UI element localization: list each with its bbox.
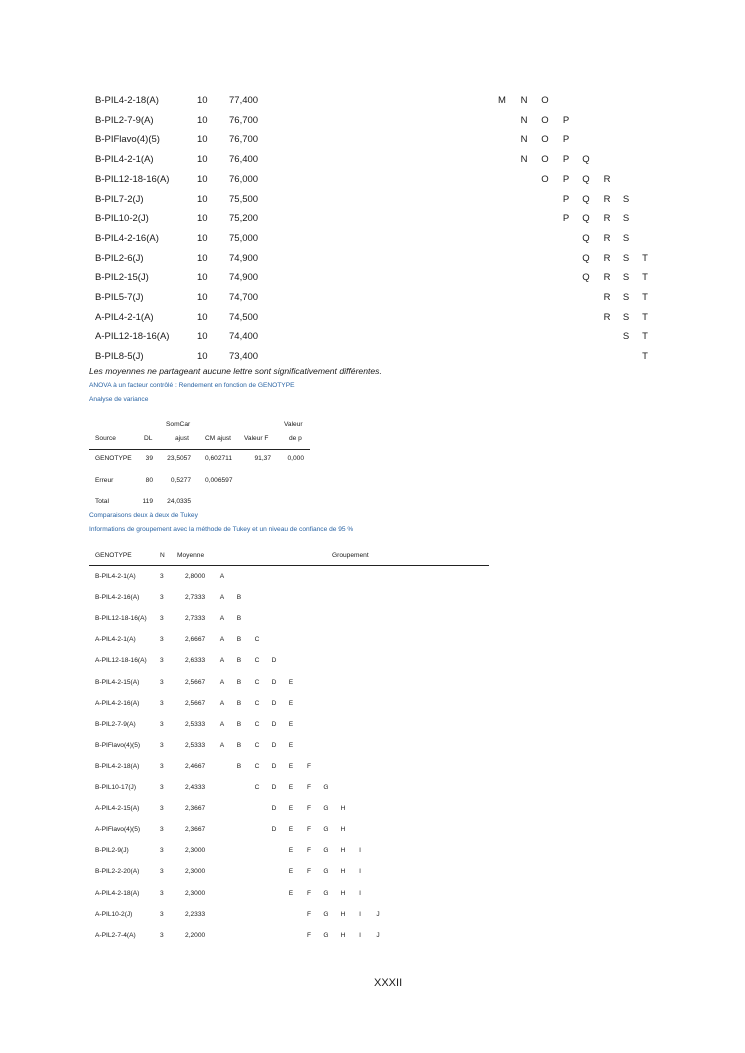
table-row-mean: 74,700 xyxy=(229,292,259,303)
table-row-name: B-PIFlavo(4)(5) xyxy=(95,134,160,145)
table-row-name: B-PIL7-2(J) xyxy=(95,194,144,205)
anova-dl: 80 xyxy=(145,477,153,484)
anova-p: 0,000 xyxy=(287,455,304,462)
tukey-group-letter: B xyxy=(236,742,242,749)
tukey-row-n: 3 xyxy=(160,615,164,622)
tukey-group-letter: J xyxy=(376,932,380,939)
tukey-group-letter: B xyxy=(236,636,242,643)
tukey-subtitle: Informations de groupement avec la méthode de Tukey et un niveau de confiance de 95 % xyxy=(89,526,354,533)
tukey-group-letter: A xyxy=(219,573,225,580)
tukey-group-letter: H xyxy=(340,890,346,897)
group-letter: O xyxy=(541,115,549,126)
anova-dl: 119 xyxy=(142,498,153,505)
tukey-group-letter: D xyxy=(271,784,277,791)
tukey-row-mean: 2,3667 xyxy=(185,826,206,833)
anova-header-rule xyxy=(89,449,310,450)
anova-header-source: Source xyxy=(95,435,116,442)
tukey-group-letter: F xyxy=(306,763,312,770)
group-letter: P xyxy=(562,134,570,145)
group-letter: T xyxy=(642,312,648,323)
group-letter: Q xyxy=(582,194,590,205)
anova-header-somcar: SomCar xyxy=(166,421,191,428)
anova-header-p: de p xyxy=(289,435,302,442)
group-letter: T xyxy=(642,272,648,283)
tukey-group-letter: H xyxy=(340,847,346,854)
group-letter: S xyxy=(622,233,630,244)
table-row-name: B-PIL12-18-16(A) xyxy=(95,174,170,185)
anova-header-dl: DL xyxy=(144,435,153,442)
tukey-row-mean: 2,5667 xyxy=(185,679,206,686)
tukey-group-letter: D xyxy=(271,805,277,812)
tukey-row-n: 3 xyxy=(160,742,164,749)
tukey-group-letter: G xyxy=(323,805,329,812)
table-row-name: A-PIL12-18-16(A) xyxy=(95,331,170,342)
group-letter: P xyxy=(562,213,570,224)
tukey-row-n: 3 xyxy=(160,721,164,728)
group-letter: O xyxy=(541,134,549,145)
tukey-header-n: N xyxy=(160,552,165,559)
tukey-group-letter: B xyxy=(236,657,242,664)
tukey-row-n: 3 xyxy=(160,784,164,791)
anova-f: 91,37 xyxy=(254,455,271,462)
tukey-group-letter: J xyxy=(376,911,380,918)
tukey-group-letter: A xyxy=(219,679,225,686)
group-letter: S xyxy=(622,312,630,323)
group-letter: O xyxy=(541,154,549,165)
group-letter: R xyxy=(603,213,611,224)
table-row-mean: 76,700 xyxy=(229,115,259,126)
footnote: Les moyennes ne partageant aucune lettre sont significativement différentes. xyxy=(89,366,382,376)
table-row-n: 10 xyxy=(197,194,208,205)
table-row-mean: 74,900 xyxy=(229,253,259,264)
table-row-n: 10 xyxy=(197,115,208,126)
tukey-group-letter: A xyxy=(219,657,225,664)
tukey-row-n: 3 xyxy=(160,573,164,580)
tukey-row-n: 3 xyxy=(160,847,164,854)
tukey-group-letter: F xyxy=(306,847,312,854)
table-row-name: B-PIL2-6(J) xyxy=(95,253,144,264)
tukey-row-mean: 2,4333 xyxy=(185,784,206,791)
anova-subtitle: Analyse de variance xyxy=(89,396,149,403)
tukey-row-name: B-PIFlavo(4)(5) xyxy=(95,742,141,749)
anova-header-f: Valeur F xyxy=(244,435,269,442)
tukey-group-letter: E xyxy=(288,721,294,728)
tukey-row-name: B-PIL4-2-15(A) xyxy=(95,679,140,686)
tukey-row-mean: 2,3000 xyxy=(185,890,206,897)
group-letter: R xyxy=(603,233,611,244)
group-letter: R xyxy=(603,312,611,323)
tukey-group-letter: E xyxy=(288,742,294,749)
group-letter: T xyxy=(642,292,648,303)
tukey-row-mean: 2,5333 xyxy=(185,721,206,728)
anova-sc: 23,5057 xyxy=(167,455,191,462)
anova-header-cm: CM ajust xyxy=(205,435,232,442)
tukey-group-letter: E xyxy=(288,763,294,770)
tukey-row-mean: 2,6333 xyxy=(185,657,206,664)
group-letter: Q xyxy=(582,272,590,283)
tukey-row-mean: 2,2000 xyxy=(185,932,206,939)
tukey-group-letter: B xyxy=(236,594,242,601)
tukey-group-letter: A xyxy=(219,700,225,707)
tukey-group-letter: D xyxy=(271,742,277,749)
tukey-row-n: 3 xyxy=(160,932,164,939)
tukey-row-mean: 2,3000 xyxy=(185,868,206,875)
group-letter: T xyxy=(642,351,648,362)
tukey-group-letter: H xyxy=(340,911,346,918)
tukey-group-letter: B xyxy=(236,721,242,728)
tukey-row-name: A-PIL12-18-16(A) xyxy=(95,657,147,664)
group-letter: Q xyxy=(582,174,590,185)
tukey-row-name: B-PIL10-17(J) xyxy=(95,784,137,791)
table-row-n: 10 xyxy=(197,213,208,224)
tukey-row-mean: 2,3667 xyxy=(185,805,206,812)
tukey-group-letter: B xyxy=(236,763,242,770)
table-row-name: B-PIL10-2(J) xyxy=(95,213,149,224)
group-letter: N xyxy=(520,154,528,165)
tukey-group-letter: E xyxy=(288,890,294,897)
tukey-group-letter: I xyxy=(359,847,361,854)
tukey-group-letter: G xyxy=(323,826,329,833)
tukey-group-letter: C xyxy=(254,679,260,686)
tukey-row-name: A-PIL4-2-16(A) xyxy=(95,700,140,707)
tukey-group-letter: F xyxy=(306,911,312,918)
group-letter: P xyxy=(562,154,570,165)
group-letter: P xyxy=(562,174,570,185)
tukey-group-letter: D xyxy=(271,826,277,833)
tukey-row-n: 3 xyxy=(160,657,164,664)
table-row-n: 10 xyxy=(197,331,208,342)
table-row-name: B-PIL4-2-1(A) xyxy=(95,154,154,165)
tukey-group-letter: H xyxy=(340,826,346,833)
tukey-row-name: A-PIL4-2-15(A) xyxy=(95,805,140,812)
tukey-row-n: 3 xyxy=(160,594,164,601)
tukey-group-letter: D xyxy=(271,657,277,664)
table-row-name: B-PIL4-2-16(A) xyxy=(95,233,159,244)
tukey-row-name: B-PIL4-2-18(A) xyxy=(95,763,140,770)
table-row-mean: 76,700 xyxy=(229,134,259,145)
group-letter: P xyxy=(562,115,570,126)
tukey-group-letter: F xyxy=(306,784,312,791)
tukey-header-mean: Moyenne xyxy=(177,552,205,559)
group-letter: M xyxy=(498,95,506,106)
table-row-name: B-PIL2-7-9(A) xyxy=(95,115,154,126)
anova-header-valeur: Valeur xyxy=(284,421,303,428)
tukey-group-letter: C xyxy=(254,721,260,728)
tukey-title: Comparaisons deux à deux de Tukey xyxy=(89,512,198,519)
tukey-header-groupement: Groupement xyxy=(332,552,369,559)
group-letter: Q xyxy=(582,233,590,244)
anova-sc: 0,5277 xyxy=(170,477,191,484)
group-letter: N xyxy=(520,134,528,145)
table-row-mean: 74,400 xyxy=(229,331,259,342)
tukey-row-n: 3 xyxy=(160,763,164,770)
tukey-group-letter: H xyxy=(340,932,346,939)
table-row-name: B-PIL5-7(J) xyxy=(95,292,144,303)
table-row-n: 10 xyxy=(197,272,208,283)
table-row-name: A-PIL4-2-1(A) xyxy=(95,312,154,323)
tukey-group-letter: C xyxy=(254,657,260,664)
group-letter: R xyxy=(603,174,611,185)
tukey-row-mean: 2,4667 xyxy=(185,763,206,770)
tukey-group-letter: D xyxy=(271,700,277,707)
tukey-group-letter: C xyxy=(254,784,260,791)
anova-dl: 39 xyxy=(145,455,153,462)
group-letter: R xyxy=(603,194,611,205)
anova-cm: 0,602711 xyxy=(205,455,233,462)
table-row-n: 10 xyxy=(197,174,208,185)
anova-sc: 24,0335 xyxy=(167,498,191,505)
group-letter: S xyxy=(622,292,630,303)
table-row-name: B-PIL4-2-18(A) xyxy=(95,95,159,106)
tukey-group-letter: A xyxy=(219,721,225,728)
group-letter: Q xyxy=(582,154,590,165)
group-letter: N xyxy=(520,95,528,106)
tukey-group-letter: I xyxy=(359,932,361,939)
anova-source: Total xyxy=(95,498,109,505)
group-letter: S xyxy=(622,331,630,342)
tukey-row-n: 3 xyxy=(160,890,164,897)
group-letter: N xyxy=(520,115,528,126)
tukey-group-letter: E xyxy=(288,784,294,791)
tukey-group-letter: F xyxy=(306,805,312,812)
tukey-group-letter: E xyxy=(288,868,294,875)
tukey-group-letter: E xyxy=(288,826,294,833)
tukey-row-n: 3 xyxy=(160,826,164,833)
tukey-row-mean: 2,2333 xyxy=(185,911,206,918)
table-row-n: 10 xyxy=(197,292,208,303)
table-row-name: B-PIL8-5(J) xyxy=(95,351,144,362)
tukey-group-letter: H xyxy=(340,805,346,812)
tukey-row-mean: 2,7333 xyxy=(185,594,206,601)
table-row-mean: 77,400 xyxy=(229,95,259,106)
table-row-n: 10 xyxy=(197,351,208,362)
tukey-group-letter: E xyxy=(288,700,294,707)
tukey-row-name: A-PIL4-2-1(A) xyxy=(95,636,136,643)
tukey-row-name: A-PIL10-2(J) xyxy=(95,911,133,918)
anova-header-ajust: ajust xyxy=(175,435,189,442)
tukey-row-n: 3 xyxy=(160,679,164,686)
tukey-row-n: 3 xyxy=(160,700,164,707)
tukey-row-name: B-PIL2-2-20(A) xyxy=(95,868,140,875)
tukey-group-letter: A xyxy=(219,615,225,622)
table-row-mean: 73,400 xyxy=(229,351,259,362)
tukey-group-letter: F xyxy=(306,932,312,939)
table-row-n: 10 xyxy=(197,95,208,106)
tukey-row-mean: 2,5333 xyxy=(185,742,206,749)
table-row-mean: 75,000 xyxy=(229,233,259,244)
tukey-group-letter: E xyxy=(288,847,294,854)
tukey-row-name: A-PIL4-2-18(A) xyxy=(95,890,140,897)
tukey-header-rule xyxy=(89,565,489,566)
group-letter: O xyxy=(541,95,549,106)
table-row-mean: 75,200 xyxy=(229,213,259,224)
tukey-group-letter: D xyxy=(271,763,277,770)
tukey-row-n: 3 xyxy=(160,868,164,875)
tukey-group-letter: A xyxy=(219,594,225,601)
tukey-group-letter: D xyxy=(271,721,277,728)
tukey-group-letter: G xyxy=(323,784,329,791)
tukey-row-mean: 2,6667 xyxy=(185,636,206,643)
table-row-mean: 74,500 xyxy=(229,312,259,323)
tukey-row-name: B-PIL2-7-9(A) xyxy=(95,721,136,728)
tukey-row-n: 3 xyxy=(160,805,164,812)
group-letter: O xyxy=(541,174,549,185)
tukey-group-letter: G xyxy=(323,932,329,939)
group-letter: S xyxy=(622,194,630,205)
tukey-group-letter: B xyxy=(236,615,242,622)
group-letter: S xyxy=(622,213,630,224)
tukey-group-letter: B xyxy=(236,679,242,686)
table-row-n: 10 xyxy=(197,253,208,264)
group-letter: T xyxy=(642,253,648,264)
tukey-group-letter: E xyxy=(288,679,294,686)
tukey-row-name: B-PIL4-2-16(A) xyxy=(95,594,140,601)
tukey-group-letter: H xyxy=(340,868,346,875)
anova-title: ANOVA à un facteur contrôlé : Rendement en fonction de GENOTYPE xyxy=(89,382,295,389)
tukey-group-letter: I xyxy=(359,890,361,897)
table-row-mean: 75,500 xyxy=(229,194,259,205)
table-row-mean: 76,000 xyxy=(229,174,259,185)
table-row-n: 10 xyxy=(197,154,208,165)
tukey-group-letter: G xyxy=(323,911,329,918)
tukey-row-n: 3 xyxy=(160,911,164,918)
group-letter: T xyxy=(642,331,648,342)
tukey-row-name: B-PIL12-18-16(A) xyxy=(95,615,147,622)
tukey-group-letter: G xyxy=(323,890,329,897)
group-letter: R xyxy=(603,272,611,283)
tukey-group-letter: A xyxy=(219,742,225,749)
tukey-row-name: A-PIFlavo(4)(5) xyxy=(95,826,141,833)
tukey-group-letter: C xyxy=(254,763,260,770)
tukey-row-mean: 2,8000 xyxy=(185,573,206,580)
table-row-name: B-PIL2-15(J) xyxy=(95,272,149,283)
tukey-group-letter: B xyxy=(236,700,242,707)
table-row-n: 10 xyxy=(197,312,208,323)
tukey-group-letter: F xyxy=(306,826,312,833)
tukey-group-letter: G xyxy=(323,847,329,854)
group-letter: R xyxy=(603,292,611,303)
tukey-row-name: B-PIL2-9(J) xyxy=(95,847,129,854)
table-row-mean: 74,900 xyxy=(229,272,259,283)
page-number: XXXII xyxy=(374,977,403,989)
anova-cm: 0,006597 xyxy=(205,477,233,484)
tukey-row-mean: 2,3000 xyxy=(185,847,206,854)
table-row-n: 10 xyxy=(197,134,208,145)
tukey-row-name: A-PIL2-7-4(A) xyxy=(95,932,136,939)
group-letter: S xyxy=(622,253,630,264)
tukey-group-letter: E xyxy=(288,805,294,812)
tukey-group-letter: I xyxy=(359,911,361,918)
tukey-group-letter: I xyxy=(359,868,361,875)
tukey-group-letter: C xyxy=(254,742,260,749)
tukey-group-letter: C xyxy=(254,636,260,643)
tukey-row-name: B-PIL4-2-1(A) xyxy=(95,573,136,580)
tukey-group-letter: F xyxy=(306,868,312,875)
group-letter: Q xyxy=(582,213,590,224)
tukey-group-letter: C xyxy=(254,700,260,707)
tukey-row-mean: 2,7333 xyxy=(185,615,206,622)
group-letter: Q xyxy=(582,253,590,264)
group-letter: R xyxy=(603,253,611,264)
table-row-n: 10 xyxy=(197,233,208,244)
anova-source: GENOTYPE xyxy=(95,455,132,462)
tukey-row-n: 3 xyxy=(160,636,164,643)
group-letter: P xyxy=(562,194,570,205)
tukey-group-letter: F xyxy=(306,890,312,897)
tukey-group-letter: A xyxy=(219,636,225,643)
group-letter: S xyxy=(622,272,630,283)
tukey-group-letter: D xyxy=(271,679,277,686)
table-row-mean: 76,400 xyxy=(229,154,259,165)
tukey-row-mean: 2,5667 xyxy=(185,700,206,707)
tukey-header-genotype: GENOTYPE xyxy=(95,552,132,559)
anova-source: Erreur xyxy=(95,477,114,484)
tukey-group-letter: G xyxy=(323,868,329,875)
